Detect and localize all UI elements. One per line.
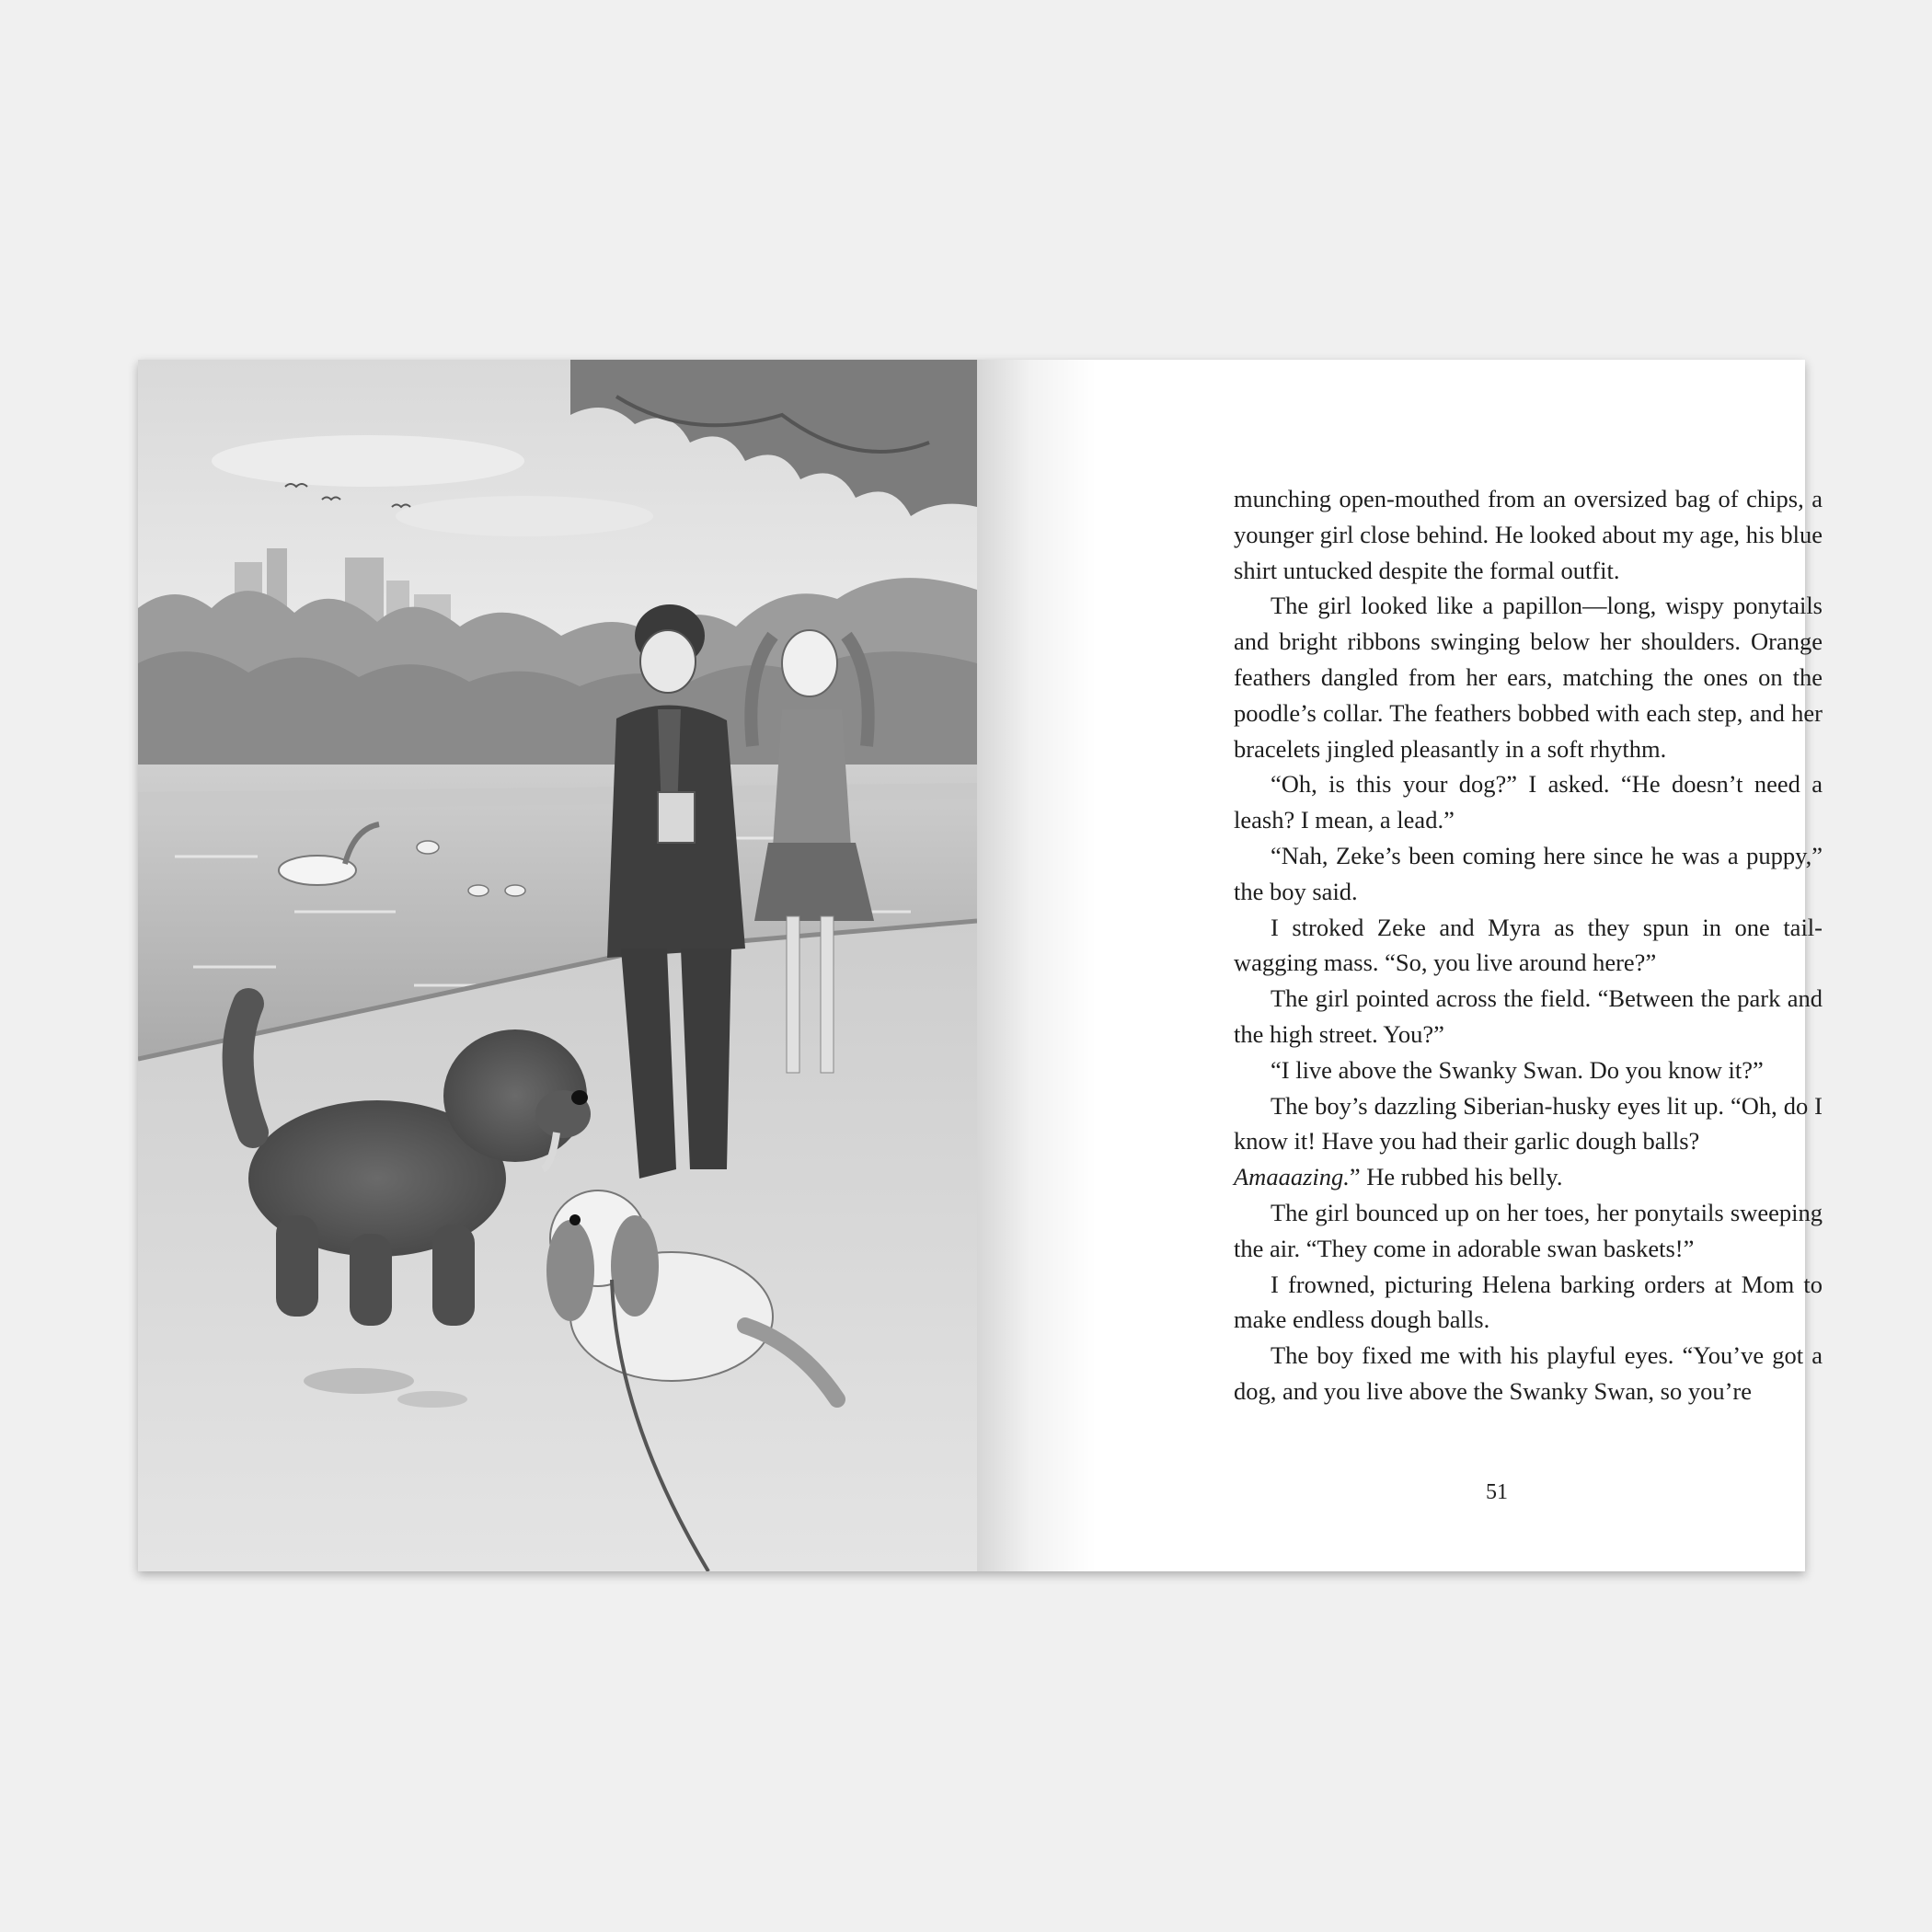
italic-word: Amaaazing. [1234, 1163, 1350, 1191]
paragraph: The boy’s dazzling Siberian-husky eyes lit up. “Oh, do I know it! Have you had their garlic dough balls? [1234, 1091, 1823, 1156]
right-page [977, 360, 1823, 1571]
paragraph: “Oh, is this your dog?” I asked. “He doesn’t need a leash? I mean, a lead.” [1234, 770, 1823, 834]
paragraph: I stroked Zeke and Myra as they spun in one tail-wagging mass. “So, you live around here?” [1234, 913, 1823, 977]
illustration-park-scene [138, 360, 977, 1571]
paragraph: I frowned, picturing Helena barking orders at Mom to make endless dough balls. [1234, 1270, 1823, 1334]
paragraph: The girl pointed across the field. “Between the park and the high street. You?” [1234, 984, 1823, 1048]
paragraph: “I live above the Swanky Swan. Do you know it?” [1271, 1055, 1764, 1084]
paragraph: “Nah, Zeke’s been coming here since he was a puppy,” the boy said. [1234, 841, 1823, 905]
left-page [138, 360, 977, 1571]
paragraph: The boy fixed me with his playful eyes. “You’ve got a dog, and you live above the Swanky Swan, so you’re [1234, 1341, 1823, 1405]
paragraph [1234, 1159, 1823, 1195]
page-gutter-shadow [977, 360, 1097, 1571]
paragraph: munching open-mouthed from an oversized bag of chips, a younger girl close behind. He looked about my age, his blue shirt untucked despite the formal outfit. [1234, 485, 1823, 584]
page-number: 51 [1486, 1480, 1508, 1504]
paragraph: The girl bounced up on her toes, her ponytails sweeping the air. “They come in adorable swan baskets!” [1234, 1198, 1823, 1262]
book-spread [138, 360, 1823, 1571]
paragraph-continuation: ” He rubbed his belly. [1349, 1163, 1563, 1191]
paragraph: The girl looked like a papillon—long, wispy ponytails and bright ribbons swinging below her shoulders. Orange feathers dangled from her ears, matching the ones on the poodle’s collar. The feathers bobbed with each step, and her bracelets jingled pleasantly in a soft rhythm. [1234, 592, 1823, 763]
body-text [1234, 481, 1823, 1409]
